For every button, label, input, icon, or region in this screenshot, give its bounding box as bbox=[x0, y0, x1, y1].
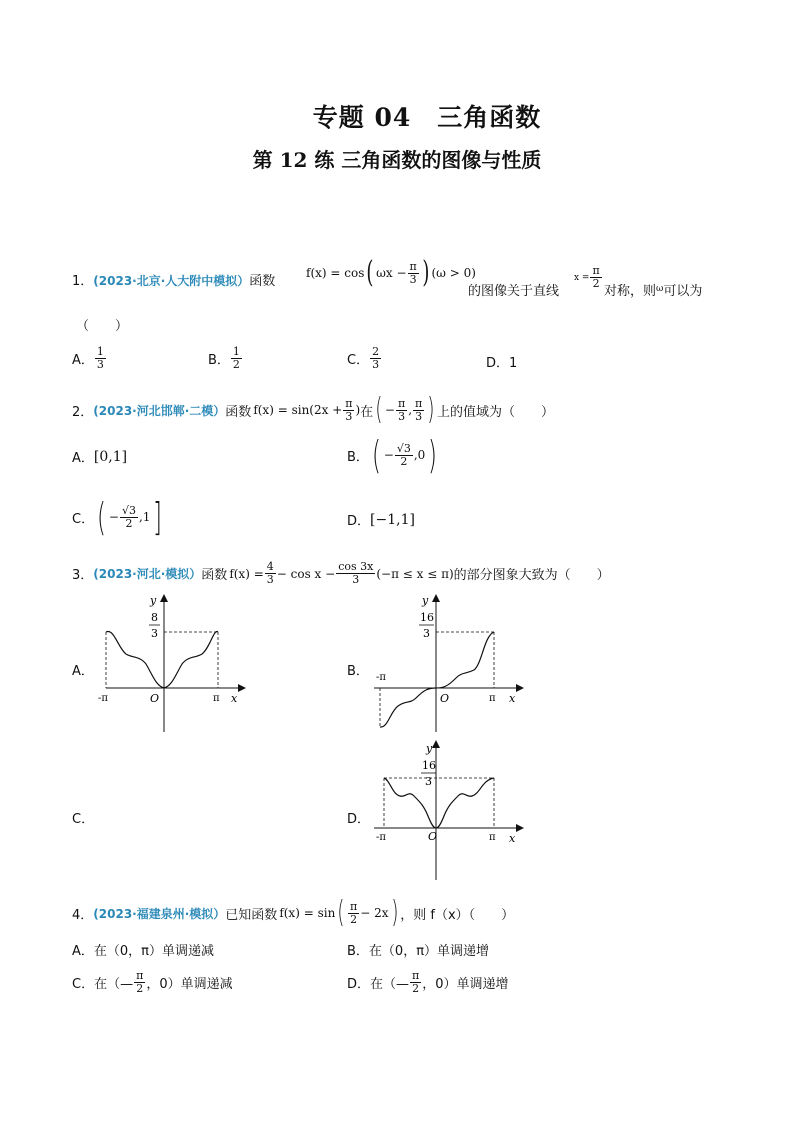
fraction bbox=[370, 346, 381, 371]
option-label: A． bbox=[72, 451, 94, 466]
pi-label: π bbox=[489, 832, 496, 843]
fraction-num: π bbox=[415, 396, 423, 410]
option-label: B． bbox=[208, 353, 230, 368]
formula-part: (−π ≤ x ≤ π) bbox=[376, 566, 454, 581]
question-text: 函数 bbox=[225, 404, 252, 420]
origin-label: O bbox=[440, 692, 450, 705]
fraction-den: 3 bbox=[345, 409, 353, 423]
q3-graph-d bbox=[370, 740, 530, 885]
fraction bbox=[120, 505, 138, 530]
fraction-den: 2 bbox=[125, 516, 133, 530]
fraction bbox=[134, 970, 145, 995]
x-label: x bbox=[509, 692, 516, 705]
x-label: x bbox=[509, 832, 516, 845]
fraction bbox=[95, 346, 106, 371]
q1-line-formula bbox=[574, 265, 603, 290]
q3-graph-a bbox=[92, 592, 252, 737]
y-label: y bbox=[150, 594, 157, 607]
question-4 bbox=[72, 895, 515, 930]
fraction bbox=[413, 398, 424, 423]
q4-option-d[interactable] bbox=[347, 970, 509, 995]
formula-part: (ω > 0) bbox=[431, 266, 476, 280]
x-label: x bbox=[231, 692, 238, 705]
q2-option-a[interactable] bbox=[72, 447, 127, 466]
question-number: 4． bbox=[72, 907, 94, 923]
text-part: 可以为 bbox=[663, 284, 703, 299]
fraction-den: 2 bbox=[350, 912, 358, 926]
origin-label: O bbox=[150, 692, 160, 705]
fraction bbox=[348, 901, 359, 926]
question-text: 在 bbox=[360, 404, 374, 420]
q1-option-b[interactable] bbox=[208, 346, 243, 371]
q4-option-b[interactable]: B．在（0，π）单调递增 bbox=[347, 944, 490, 959]
omega-symbol: ω bbox=[656, 284, 664, 294]
question-number: 2． bbox=[72, 404, 94, 420]
q2-option-d[interactable] bbox=[347, 510, 415, 529]
formula-part: f(x) = bbox=[229, 566, 264, 581]
y-label: y bbox=[422, 594, 429, 607]
paren-right: ) bbox=[428, 433, 438, 477]
formula-part: − cos x − bbox=[276, 566, 336, 581]
question-source: (2023·福建泉州·模拟） bbox=[93, 906, 226, 921]
fraction-num: π bbox=[412, 969, 420, 982]
fraction bbox=[265, 561, 276, 586]
paren-right: ) bbox=[390, 895, 398, 930]
fraction-den: 3 bbox=[352, 573, 360, 586]
fraction bbox=[410, 970, 421, 995]
option-text: ，0）单调递增 bbox=[422, 977, 509, 992]
formula-part: − bbox=[108, 510, 119, 524]
y-label: y bbox=[426, 742, 433, 755]
question-text: 的部分图象大致为（ ） bbox=[453, 568, 610, 583]
neg-pi-label: -π bbox=[376, 672, 386, 683]
curve bbox=[384, 778, 494, 828]
q3-option-d-label[interactable]: D． bbox=[347, 812, 371, 827]
fraction-den: 3 bbox=[266, 573, 274, 586]
question-source: (2023·北京·人大附中模拟） bbox=[93, 274, 250, 288]
fraction-num: 2 bbox=[372, 345, 380, 358]
fraction-num: π bbox=[136, 969, 144, 982]
fraction-den: 3 bbox=[409, 272, 417, 286]
question-text: 函数 bbox=[201, 568, 228, 583]
q1-option-d[interactable] bbox=[486, 352, 517, 371]
formula-part: , bbox=[408, 403, 413, 417]
formula-part: ,0 bbox=[413, 448, 426, 462]
fraction-num: π bbox=[397, 396, 406, 410]
curve bbox=[380, 632, 494, 727]
formula-part: ωx − bbox=[376, 266, 407, 280]
question-source: (2023·河北邯郸·二模） bbox=[93, 403, 226, 418]
option-label: B． bbox=[347, 449, 369, 465]
question-3 bbox=[72, 561, 610, 586]
option-text: D．在（— bbox=[347, 977, 410, 992]
option-label: D． bbox=[486, 356, 510, 371]
peak-den: 3 bbox=[423, 627, 430, 640]
fraction-num: π bbox=[592, 264, 600, 277]
question-text: 的图像关于直线 bbox=[468, 284, 560, 299]
q3-option-c-label[interactable]: C． bbox=[72, 812, 95, 827]
fraction-den: 3 bbox=[415, 409, 423, 423]
question-number: 3． bbox=[72, 568, 94, 583]
peak-num: 8 bbox=[151, 611, 158, 624]
q1-option-a[interactable] bbox=[72, 346, 107, 371]
option-value: 1 bbox=[509, 356, 518, 371]
q3-graph-b bbox=[370, 592, 530, 737]
q2-option-c[interactable] bbox=[72, 495, 165, 539]
q1-option-c[interactable] bbox=[347, 346, 382, 371]
fraction-num: cos 3x bbox=[338, 560, 374, 573]
option-value: [−1,1] bbox=[370, 511, 415, 528]
question-source: (2023·河北·模拟） bbox=[93, 567, 202, 581]
paren-left: ( bbox=[366, 255, 374, 290]
fraction-den: 2 bbox=[400, 454, 408, 468]
question-1 bbox=[72, 270, 275, 289]
neg-pi-label: -π bbox=[98, 693, 108, 704]
q4-option-a[interactable]: A．在（0，π）单调递减 bbox=[72, 944, 214, 959]
q3-option-a-label[interactable]: A． bbox=[72, 664, 94, 679]
paren-right: ) bbox=[422, 255, 430, 290]
paren-right: ) bbox=[427, 392, 435, 427]
formula-part: ,1 bbox=[138, 510, 151, 524]
question-text: 已知函数 bbox=[225, 907, 278, 923]
question-2 bbox=[72, 392, 554, 427]
formula-part: − 2x bbox=[360, 906, 389, 920]
fraction-num: 1 bbox=[96, 345, 104, 358]
option-value: [0,1] bbox=[93, 448, 128, 465]
bracket-right: ] bbox=[153, 495, 163, 539]
option-label: C． bbox=[347, 353, 370, 368]
option-label: C． bbox=[72, 511, 95, 527]
fraction-num: π bbox=[350, 899, 358, 913]
page-title: 专题 04 三角函数 bbox=[312, 103, 542, 132]
fraction-den: 2 bbox=[232, 358, 240, 371]
formula-part: f(x) = sin(2x + bbox=[253, 403, 343, 417]
formula-part: − bbox=[384, 403, 395, 417]
neg-pi-label: -π bbox=[376, 832, 386, 843]
pi-label: π bbox=[213, 693, 220, 704]
page-subtitle: 第 12 练 三角函数的图像与性质 bbox=[252, 148, 542, 172]
text-part: 对称，则 bbox=[604, 284, 657, 299]
q3-option-b-label[interactable]: B． bbox=[347, 664, 369, 679]
peak-den: 3 bbox=[425, 775, 432, 788]
formula-part: f(x) = cos bbox=[306, 266, 365, 280]
fraction-den: 3 bbox=[398, 409, 406, 423]
fraction bbox=[408, 261, 419, 286]
option-label: A． bbox=[72, 353, 94, 368]
fraction bbox=[336, 561, 375, 586]
fraction-num: √3 bbox=[396, 441, 411, 455]
option-text: ，0）单调递减 bbox=[146, 977, 233, 992]
curve bbox=[106, 631, 218, 688]
paren-left: ( bbox=[371, 433, 381, 477]
question-number: 1． bbox=[72, 274, 94, 289]
formula-part: f(x) = sin bbox=[279, 906, 336, 920]
peak-num: 16 bbox=[422, 759, 436, 772]
fraction bbox=[231, 346, 242, 371]
fraction bbox=[396, 398, 407, 423]
paren-left: ( bbox=[375, 392, 383, 427]
pi-label: π bbox=[489, 693, 496, 704]
fraction bbox=[343, 398, 354, 423]
fraction bbox=[590, 265, 601, 290]
question-text: ，则 f（x）（ ） bbox=[400, 907, 515, 923]
paren-left: ( bbox=[337, 895, 345, 930]
answer-paren: （ ） bbox=[76, 319, 129, 334]
q4-option-c[interactable] bbox=[72, 970, 233, 995]
formula-part: ) bbox=[355, 403, 361, 417]
fraction-den: 2 bbox=[136, 982, 144, 995]
peak-den: 3 bbox=[151, 627, 158, 640]
formula-part: x = bbox=[574, 272, 590, 283]
fraction-den: 2 bbox=[412, 982, 420, 995]
fraction bbox=[395, 443, 413, 468]
fraction-num: 4 bbox=[266, 560, 274, 573]
paren-left: ( bbox=[97, 495, 106, 539]
question-text: 函数 bbox=[249, 274, 276, 289]
option-text: C．在（— bbox=[72, 977, 134, 992]
fraction-num: 1 bbox=[232, 345, 240, 358]
peak-num: 16 bbox=[420, 611, 434, 624]
fraction-den: 3 bbox=[372, 358, 380, 371]
question-text: 上的值域为（ ） bbox=[436, 404, 554, 420]
q2-option-b[interactable] bbox=[347, 433, 440, 477]
fraction-den: 2 bbox=[592, 277, 600, 290]
question-text bbox=[604, 280, 702, 299]
fraction-num: π bbox=[409, 259, 417, 273]
option-label: D． bbox=[347, 514, 371, 529]
fraction-num: √3 bbox=[121, 503, 136, 517]
origin-label: O bbox=[428, 830, 438, 843]
formula-part: − bbox=[383, 448, 394, 462]
fraction-num: π bbox=[345, 396, 353, 410]
fraction-den: 3 bbox=[96, 358, 104, 371]
q1-formula bbox=[306, 255, 476, 290]
